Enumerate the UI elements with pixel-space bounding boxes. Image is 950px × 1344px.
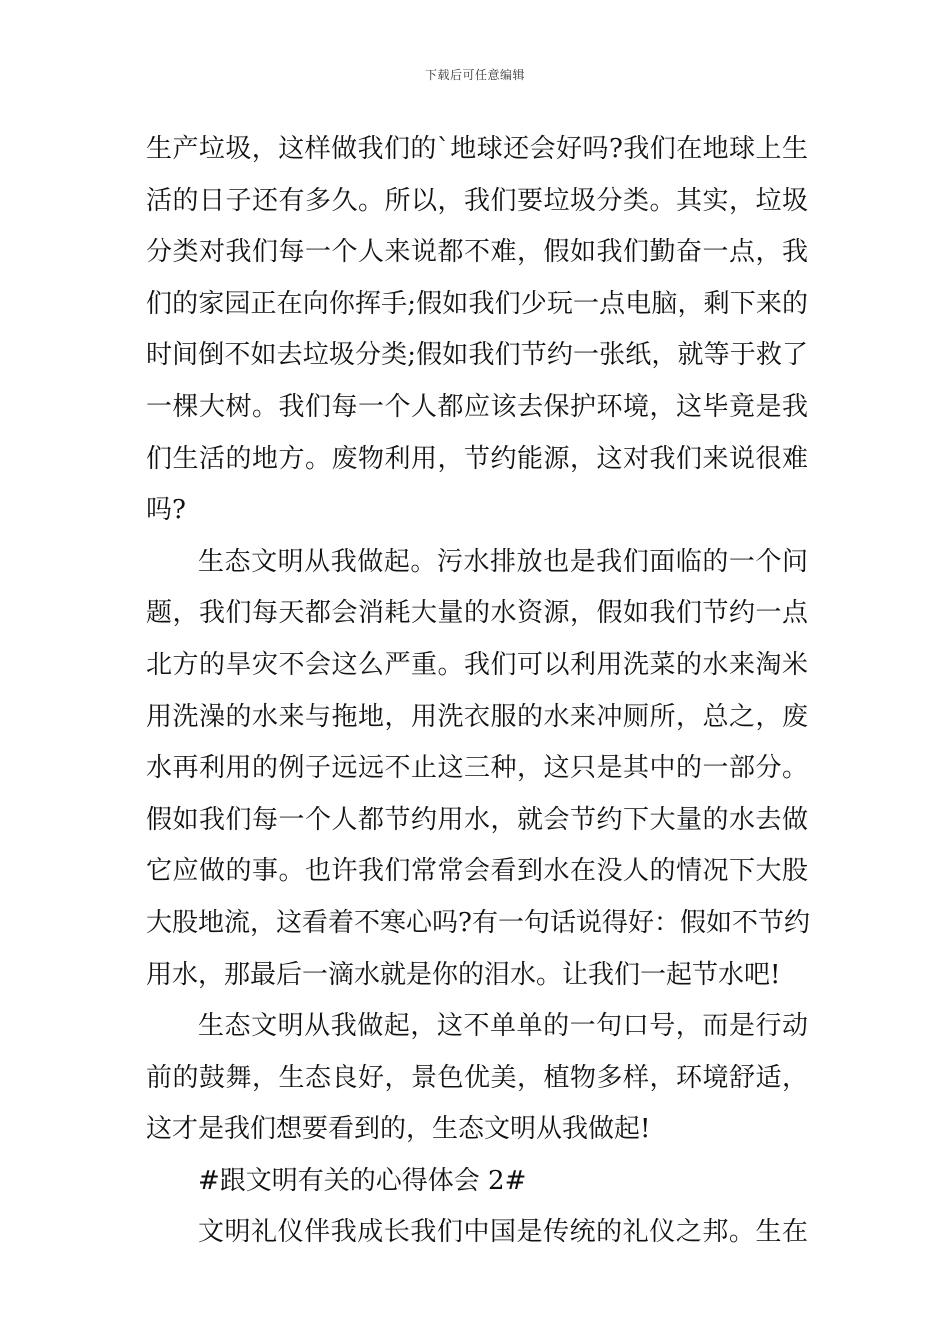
- text-line: 大股地流，这看着不寒心吗?有一句话说得好：假如不节约: [146, 907, 810, 938]
- text-line: 一棵大树。我们每一个人都应该去保护环境，这毕竟是我: [146, 391, 808, 422]
- paragraph-first-line: #跟文明有关的心得体会 2#: [198, 1165, 527, 1196]
- text-line: 用水，那最后一滴水就是你的泪水。让我们一起节水吧!: [146, 959, 781, 990]
- document-body: [146, 124, 808, 1259]
- paragraph-first-line: 文明礼仪伴我成长我们中国是传统的礼仪之邦。生在: [198, 1217, 808, 1248]
- text-line: 前的鼓舞，生态良好，景色优美，植物多样，环境舒适，: [146, 1062, 808, 1093]
- text-line: 生产垃圾，这样做我们的`地球还会好吗?我们在地球上生: [146, 134, 808, 164]
- text-line: 活的日子还有多久。所以，我们要垃圾分类。其实，垃圾: [146, 185, 808, 216]
- text-line: 水再利用的例子远远不止这三种，这只是其中的一部分。: [146, 753, 808, 784]
- text-line: 们的家园正在向你挥手;假如我们少玩一点电脑，剩下来的: [146, 288, 808, 319]
- text-line: 北方的旱灾不会这么严重。我们可以利用洗菜的水来淘米: [146, 649, 808, 680]
- text-line: 这才是我们想要看到的，生态文明从我做起!: [146, 1114, 651, 1145]
- text-line: 题，我们每天都会消耗大量的水资源，假如我们节约一点: [146, 598, 808, 629]
- paragraph-first-line: 生态文明从我做起，这不单单的一句口号，而是行动: [198, 1011, 808, 1042]
- text-line: 用洗澡的水来与拖地，用洗衣服的水来冲厕所，总之，废: [146, 701, 808, 732]
- text-line: 分类对我们每一个人来说都不难，假如我们勤奋一点，我: [146, 237, 808, 268]
- paragraph-first-line: 生态文明从我做起。污水排放也是我们面临的一个问: [198, 546, 808, 577]
- text-line: 它应做的事。也许我们常常会看到水在没人的情况下大股: [146, 856, 808, 887]
- text-line: 时间倒不如去垃圾分类;假如我们节约一张纸，就等于救了: [146, 340, 808, 371]
- text-line: 假如我们每一个人都节约用水，就会节约下大量的水去做: [146, 804, 808, 835]
- text-line: 吗?: [146, 495, 186, 526]
- text-line: 们生活的地方。废物利用，节约能源，这对我们来说很难: [146, 443, 808, 474]
- header-note: 下载后可任意编辑: [424, 68, 525, 82]
